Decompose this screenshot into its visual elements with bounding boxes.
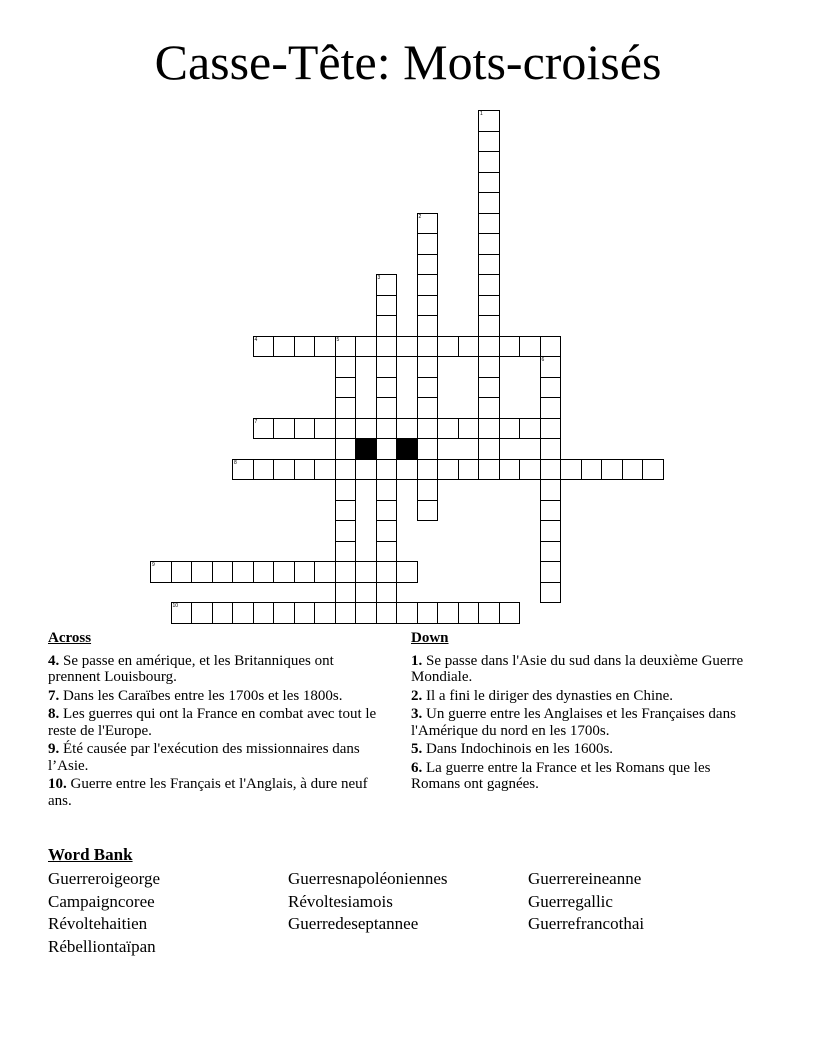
grid-cell[interactable] [335, 459, 357, 481]
grid-cell[interactable] [417, 479, 439, 501]
grid-cell[interactable] [417, 500, 439, 522]
grid-cell[interactable] [253, 602, 275, 624]
grid-cell[interactable] [499, 336, 521, 358]
grid-cell[interactable] [478, 295, 500, 317]
grid-cell[interactable] [519, 418, 541, 440]
grid-cell[interactable] [355, 336, 377, 358]
grid-cell[interactable] [376, 459, 398, 481]
grid-cell[interactable] [417, 459, 439, 481]
grid-cell[interactable] [314, 336, 336, 358]
grid-cell[interactable] [253, 336, 275, 358]
grid-cell[interactable] [253, 459, 275, 481]
word-bank [48, 868, 768, 958]
grid-cell[interactable] [417, 213, 439, 235]
grid-cell[interactable] [232, 459, 254, 481]
grid-cell[interactable] [355, 602, 377, 624]
grid-cell[interactable] [478, 602, 500, 624]
clue-down-2: 2. Il a fini le diriger des dynasties en Chine. [411, 687, 674, 704]
grid-cell[interactable] [417, 336, 439, 358]
grid-cell[interactable] [376, 274, 398, 296]
word-bank-item: Guerrefrancothai [528, 914, 645, 933]
grid-cell[interactable] [417, 315, 439, 337]
grid-cell[interactable] [335, 561, 357, 583]
grid-cell[interactable] [478, 336, 500, 358]
grid-cell[interactable] [478, 254, 500, 276]
grid-cell[interactable] [437, 459, 459, 481]
grid-cell[interactable] [335, 541, 357, 563]
grid-cell[interactable] [519, 459, 541, 481]
grid-cell[interactable] [314, 459, 336, 481]
black-square [355, 438, 377, 460]
grid-cell[interactable] [191, 561, 213, 583]
clue-across-10: 10. Guerre entre les Français et l'Anglais, à dure neuf ans. [48, 776, 368, 809]
grid-cell[interactable] [335, 377, 357, 399]
black-square [396, 438, 418, 460]
grid-cell[interactable] [458, 336, 480, 358]
grid-cell[interactable] [540, 418, 562, 440]
grid-cell[interactable] [478, 397, 500, 419]
cell-number: 8 [234, 459, 237, 466]
grid-cell[interactable] [335, 336, 357, 358]
grid-cell[interactable] [232, 561, 254, 583]
grid-cell[interactable] [478, 151, 500, 173]
grid-cell[interactable] [294, 459, 316, 481]
grid-cell[interactable] [417, 397, 439, 419]
grid-cell[interactable] [417, 274, 439, 296]
grid-cell[interactable] [478, 315, 500, 337]
grid-cell[interactable] [376, 377, 398, 399]
word-bank-item: Guerredeseptannee [288, 914, 419, 933]
grid-cell[interactable] [376, 582, 398, 604]
grid-cell[interactable] [540, 520, 562, 542]
grid-cell[interactable] [437, 602, 459, 624]
grid-cell[interactable] [294, 561, 316, 583]
grid-cell[interactable] [376, 602, 398, 624]
grid-cell[interactable] [499, 459, 521, 481]
grid-cell[interactable] [519, 336, 541, 358]
grid-cell[interactable] [417, 356, 439, 378]
word-bank-heading: Word Bank [48, 845, 133, 864]
grid-cell[interactable] [335, 479, 357, 501]
page-title: Casse-Tête: Mots-croisés [154, 34, 662, 90]
grid-cell[interactable] [335, 520, 357, 542]
grid-cell[interactable] [396, 602, 418, 624]
grid-cell[interactable] [396, 459, 418, 481]
grid-cell[interactable] [478, 131, 500, 153]
grid-cell[interactable] [396, 418, 418, 440]
grid-cell[interactable] [314, 561, 336, 583]
cell-number: 6 [541, 357, 545, 363]
grid-cell[interactable] [417, 254, 439, 276]
grid-cell[interactable] [478, 356, 500, 378]
grid-cell[interactable] [478, 110, 500, 132]
grid-cell[interactable] [560, 459, 582, 481]
grid-cell[interactable] [642, 459, 664, 481]
grid-cell[interactable] [273, 418, 295, 440]
grid-cell[interactable] [458, 459, 480, 481]
grid-cell[interactable] [212, 561, 234, 583]
cell-number: 7 [254, 418, 258, 425]
grid-cell[interactable] [540, 397, 562, 419]
grid-cell[interactable] [314, 602, 336, 624]
grid-cell[interactable] [335, 418, 357, 440]
cell-number: 9 [152, 562, 155, 568]
word-bank-item: Guerregallic [528, 891, 613, 911]
grid-cell[interactable] [417, 438, 439, 460]
across-clues [48, 630, 388, 811]
grid-cell[interactable] [540, 582, 562, 604]
grid-cell[interactable] [376, 295, 398, 317]
grid-cell[interactable] [601, 459, 623, 481]
grid-cell[interactable] [396, 561, 418, 583]
word-bank-item: Guerrereineanne [528, 869, 642, 888]
grid-cell[interactable] [335, 397, 357, 419]
grid-cell[interactable] [335, 438, 357, 460]
grid-cell[interactable] [540, 438, 562, 460]
grid-cell[interactable] [499, 418, 521, 440]
grid-cell[interactable] [540, 336, 562, 358]
word-bank-item: Guerresnapoléoniennes [288, 869, 448, 888]
grid-cell[interactable] [458, 418, 480, 440]
grid-cell[interactable] [191, 602, 213, 624]
grid-cell[interactable] [376, 397, 398, 419]
grid-cell[interactable] [212, 602, 234, 624]
grid-cell[interactable] [171, 602, 193, 624]
grid-cell[interactable] [355, 418, 377, 440]
grid-cell[interactable] [335, 356, 357, 378]
grid-cell[interactable] [376, 438, 398, 460]
grid-cell[interactable] [478, 377, 500, 399]
grid-cell[interactable] [396, 336, 418, 358]
grid-cell[interactable] [478, 213, 500, 235]
grid-cell[interactable] [273, 459, 295, 481]
word-bank-item: Révoltehaitien [48, 914, 148, 933]
grid-cell[interactable] [499, 602, 521, 624]
grid-cell[interactable] [417, 233, 439, 255]
grid-cell[interactable] [314, 418, 336, 440]
grid-cell[interactable] [376, 561, 398, 583]
grid-cell[interactable] [417, 602, 439, 624]
grid-cell[interactable] [478, 233, 500, 255]
grid-cell[interactable] [622, 459, 644, 481]
grid-cell[interactable] [376, 541, 398, 563]
grid-cell[interactable] [273, 602, 295, 624]
grid-cell[interactable] [417, 377, 439, 399]
grid-cell[interactable] [253, 561, 275, 583]
grid-cell[interactable] [294, 418, 316, 440]
grid-cell[interactable] [335, 602, 357, 624]
grid-cell[interactable] [540, 459, 562, 481]
clue-across-8: 8. Les guerres qui ont la France en combat avec tout le reste de l'Europe. [48, 706, 377, 739]
grid-cell[interactable] [335, 582, 357, 604]
grid-cell[interactable] [417, 295, 439, 317]
cell-number: 10 [172, 603, 179, 609]
clue-across-9: 9. Été causée par l'exécution des missionnaires dans l’Asie. [48, 741, 360, 774]
cell-number: 5 [336, 336, 340, 343]
grid-cell[interactable] [540, 561, 562, 583]
grid-cell[interactable] [171, 561, 193, 583]
grid-cell[interactable] [478, 459, 500, 481]
grid-cell[interactable] [150, 561, 172, 583]
clue-down-6: 6. La guerre entre la France et les Romans que les Romans ont gagnées. [411, 759, 711, 792]
grid-cell[interactable] [458, 602, 480, 624]
cell-number: 2 [418, 213, 422, 220]
word-bank-item: Révoltesiamois [288, 891, 393, 911]
clue-across-4: 4. Se passe en amérique, et les Britanniques ont prennent Louisbourg. [48, 652, 334, 685]
cell-number: 1 [480, 111, 483, 117]
cell-number: 3 [377, 275, 381, 281]
grid-cell[interactable] [232, 602, 254, 624]
grid-cell[interactable] [417, 418, 439, 440]
grid-cell[interactable] [540, 356, 562, 378]
grid-cell[interactable] [273, 336, 295, 358]
word-bank-item: Rébelliontaïpan [48, 936, 156, 956]
grid-cell[interactable] [376, 520, 398, 542]
grid-cell[interactable] [437, 418, 459, 440]
grid-cell[interactable] [294, 336, 316, 358]
grid-cell[interactable] [376, 336, 398, 358]
across-heading: Across [48, 630, 92, 646]
grid-cell[interactable] [294, 602, 316, 624]
grid-cell[interactable] [540, 541, 562, 563]
down-heading: Down [411, 630, 449, 646]
grid-cell[interactable] [540, 479, 562, 501]
grid-cell[interactable] [253, 418, 275, 440]
grid-cell[interactable] [355, 561, 377, 583]
grid-cell[interactable] [376, 479, 398, 501]
grid-cell[interactable] [376, 418, 398, 440]
clue-down-5: 5. Dans Indochinois en les 1600s. [411, 741, 614, 757]
grid-cell[interactable] [376, 500, 398, 522]
grid-cell[interactable] [355, 459, 377, 481]
clue-down-3: 3. Un guerre entre les Anglaises et les Françaises dans l'Amérique du nord en les 1700s. [411, 706, 736, 739]
grid-cell[interactable] [478, 438, 500, 460]
down-clues [411, 630, 756, 795]
cell-number: 4 [254, 336, 258, 343]
grid-cell[interactable] [478, 192, 500, 214]
grid-cell[interactable] [478, 418, 500, 440]
word-bank-item: Campaigncoree [48, 891, 155, 911]
grid-cell[interactable] [376, 315, 398, 337]
clue-across-7: 7. Dans les Caraïbes entre les 1700s et les 1800s. [48, 687, 343, 704]
grid-cell[interactable] [540, 500, 562, 522]
grid-cell[interactable] [478, 274, 500, 296]
grid-cell[interactable] [335, 500, 357, 522]
word-bank-item: Guerreroigeorge [48, 869, 161, 888]
clue-down-1: 1. Se passe dans l'Asie du sud dans la deuxième Guerre Mondiale. [411, 652, 744, 685]
grid-cell[interactable] [273, 561, 295, 583]
grid-cell[interactable] [478, 172, 500, 194]
grid-cell[interactable] [376, 356, 398, 378]
grid-cell[interactable] [540, 377, 562, 399]
grid-cell[interactable] [437, 336, 459, 358]
grid-cell[interactable] [581, 459, 603, 481]
